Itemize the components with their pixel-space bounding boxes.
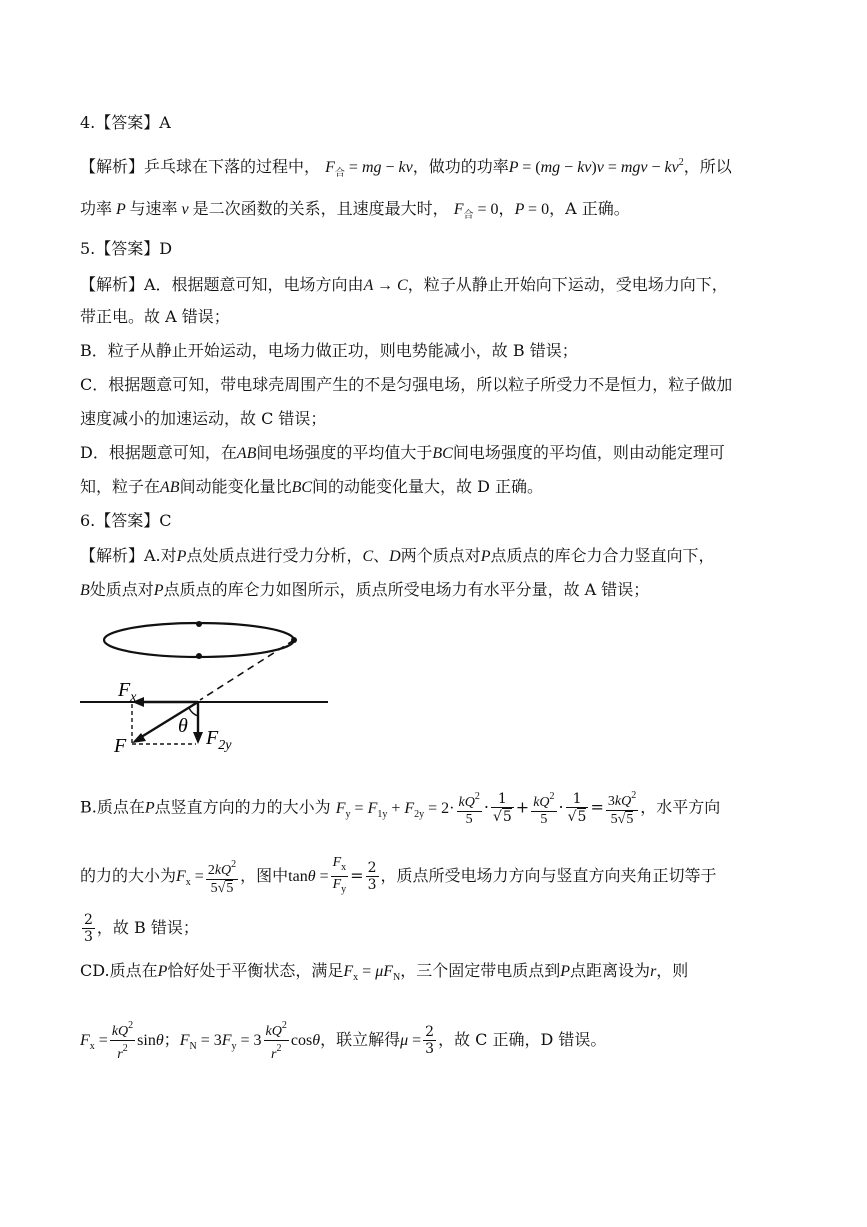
arrowhead-f2y: [193, 732, 203, 744]
q6-answer: 6.【答案】C: [80, 511, 172, 530]
force-diagram: [74, 612, 334, 762]
q4-explanation-line1: 【解析】乒乓球在下落的过程中， $F_合$ = mg − kv，做功的功率P = (mg − kv)v = mgv − $kv^2$，所以: [80, 157, 732, 179]
q6-b-line2: 的力的大小为$F_x$ = $\frac{2kQ^2}{5√5}$ ，图中tanθ = $\frac{F_x}{F_y}$ = $\frac{2}{3}$ ，质点所受电场力方向与竖直方向夹角正切等于: [80, 855, 717, 896]
point-top: [196, 621, 202, 627]
label-f: F: [114, 735, 127, 757]
q4-answer: 4.【答案】A: [80, 113, 171, 132]
label-theta: θ: [178, 715, 188, 737]
q6-b-line3: $\frac{2}{3}$ ，故 B 错误；: [84, 912, 199, 945]
q5-c-line2: 速度减小的加速运动，故 C 错误；: [80, 409, 327, 428]
ring-ellipse: [104, 623, 294, 657]
point-bottom: [196, 653, 202, 659]
q6-a-line1: 【解析】A.对P点处质点进行受力分析，C、D两个质点对P点质点的库仑力合力竖直向下，: [80, 546, 715, 565]
q6-cd-line2: $F_x$ = $\frac{kQ^2}{r^2}$ sinθ；$F_N = 3F_y = 3$ $\frac{kQ^2}{r^2}$ cosθ，联立解得μ = $\frac{2}{3}$ ，故 C 正确，D 错误。: [80, 1020, 607, 1062]
theta-arc: [189, 708, 198, 716]
q5-b-line: B．粒子从静止开始运动，电场力做正功，则电势能减小，故 B 错误；: [80, 341, 578, 360]
q5-d-line1: D．根据题意可知，在AB间电场强度的平均值大于BC间电场强度的平均值，则由动能定理可: [80, 443, 725, 462]
label-f2y: $F_{2y}$: [206, 727, 232, 753]
label-fx: $F_x$: [118, 679, 137, 705]
q5-a-line2: 带正电。故 A 错误；: [80, 307, 230, 326]
q5-c-line1: C．根据题意可知，带电球壳周围产生的不是匀强电场，所以粒子所受力不是恒力，粒子做加: [80, 375, 733, 394]
dashed-line-to-ring: [200, 640, 294, 700]
q6-b-line1: B.质点在P点竖直方向的力的大小为 $F_y = F_{1y} + F_{2y} = 2\cdot$ $\frac{kQ^2}{5}$ · $\frac{1}{√5}$ + $\frac{kQ^2}{5}$ · $\frac{1}{√5}$ = $\frac{3kQ^2}{5√5}$ ，水平方向: [80, 790, 721, 827]
q5-a-line1: 【解析】A．根据题意可知，电场方向由A → C，粒子从静止开始向下运动，受电场力向下，: [80, 275, 728, 294]
q5-answer: 5.【答案】D: [80, 239, 173, 258]
q4-explanation-line2: 功率 P 与速率 v 是二次函数的关系，且速度最大时， $F_合 = 0$，P = 0，A 正确。: [80, 199, 630, 221]
q6-cd-line1: CD.质点在P恰好处于平衡状态，满足$F_x = \mu F_N$，三个固定带电质点到P点距离设为r，则: [80, 961, 689, 983]
q6-a-line2: B处质点对P点质点的库仑力如图所示，质点所受电场力有水平分量，故 A 错误；: [80, 580, 650, 599]
arrow-f: [138, 702, 198, 739]
q5-d-line2: 知，粒子在AB间动能变化量比BC间的动能变化量大，故 D 正确。: [80, 477, 544, 496]
